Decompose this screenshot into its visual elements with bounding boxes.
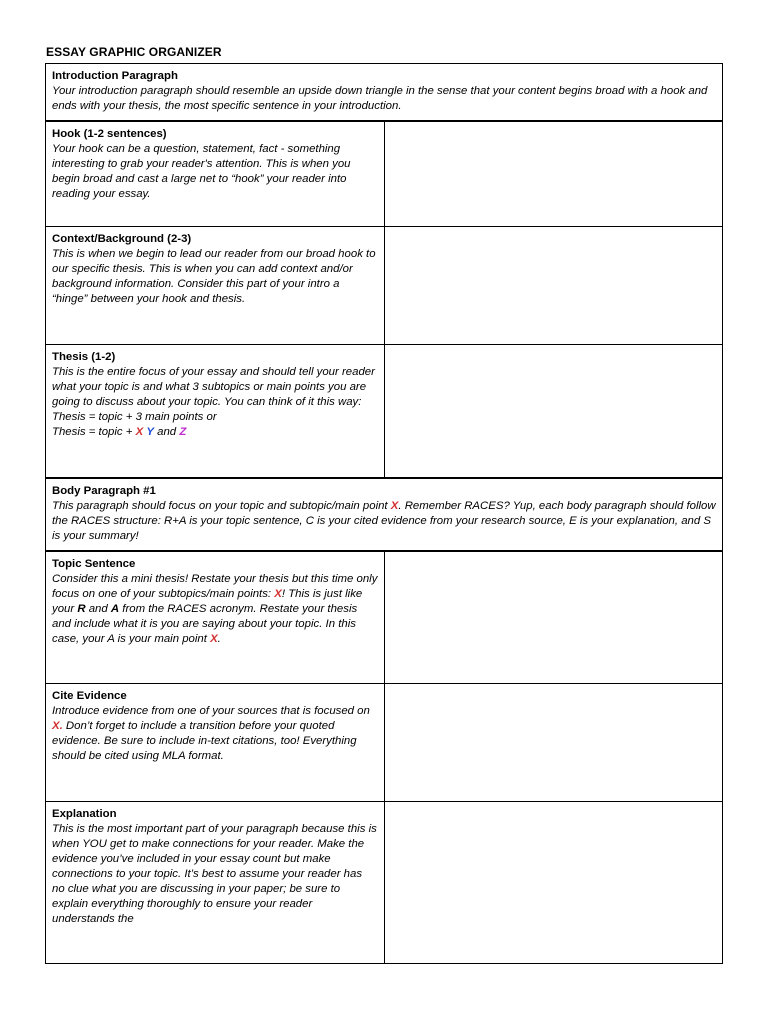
hook-answer-cell[interactable] bbox=[384, 121, 723, 226]
intro-heading: Introduction Paragraph bbox=[52, 70, 178, 82]
point-y-label: Y bbox=[146, 425, 154, 438]
topic-row bbox=[46, 551, 723, 683]
body1-cell bbox=[46, 478, 723, 551]
and-text: and bbox=[157, 425, 177, 438]
body1-heading: Body Paragraph #1 bbox=[52, 485, 156, 497]
topic-desc-part-5: . bbox=[217, 633, 221, 645]
topic-a-letter: A bbox=[110, 603, 120, 615]
thesis-formula-1: Thesis = topic + 3 main points or bbox=[52, 410, 217, 423]
cite-point-x: X. bbox=[52, 719, 63, 732]
context-answer-cell[interactable] bbox=[384, 226, 723, 344]
topic-prompt-cell bbox=[46, 551, 385, 683]
topic-answer-cell[interactable] bbox=[384, 551, 723, 683]
explanation-answer-cell[interactable] bbox=[384, 801, 723, 963]
topic-description bbox=[52, 572, 378, 647]
cite-desc-part-2: Don’t forget to include a transition before your quoted evidence. Be sure to include in-text citations, too! Everything should be cited using MLA format. bbox=[52, 719, 357, 762]
body1-desc-part-b: . Remember RACES? Yup, each body paragraph should follow the RACES structure: R+A is your topic sentence, C is your cited evidence from your research source, E is your explanation, and S is your summary! bbox=[52, 500, 716, 542]
context-prompt-cell bbox=[46, 226, 385, 344]
point-x-label: X bbox=[135, 425, 144, 438]
context-description: This is when we begin to lead our reader from our broad hook to our specific thesis. This is when you can add context and/or background information. Consider this part of your intro a “hinge” between your hook and thesis. bbox=[52, 247, 376, 305]
cite-prompt-cell bbox=[46, 683, 385, 801]
hook-row bbox=[46, 121, 723, 226]
intro-cell bbox=[46, 64, 723, 122]
cite-description bbox=[52, 704, 378, 764]
topic-r-letter: R bbox=[77, 603, 86, 615]
topic-desc-part-4: from the RACES acronym. Restate your thesis and include what it is you are saying about your topic. In this case, your A is your main point bbox=[52, 603, 358, 645]
organizer-table bbox=[45, 63, 723, 964]
context-row bbox=[46, 226, 723, 344]
thesis-formula-2 bbox=[52, 425, 378, 440]
thesis-row bbox=[46, 344, 723, 478]
cite-heading: Cite Evidence bbox=[52, 689, 127, 702]
body1-description bbox=[52, 499, 716, 544]
hook-prompt-cell bbox=[46, 121, 385, 226]
body1-desc-part-a: This paragraph should focus on your topic and subtopic/main point bbox=[52, 500, 391, 512]
document-title: ESSAY GRAPHIC ORGANIZER bbox=[46, 45, 222, 59]
explanation-description: This is the most important part of your paragraph because this is when YOU get to make connections for your reader. Make the evidence you’ve included in your essay count but make connections to your topic. It’s best to assume your reader has no clue what you are discussing in your paper; be sure to explain everything thoroughly to ensure your reader understands the bbox=[52, 822, 377, 925]
body1-row bbox=[46, 478, 723, 551]
hook-heading: Hook (1-2 sentences) bbox=[52, 128, 167, 140]
thesis-prompt-cell bbox=[46, 344, 385, 478]
cite-desc-part-1: Introduce evidence from one of your sources that is focused on bbox=[52, 704, 370, 717]
thesis-formula-prefix: Thesis = topic + bbox=[52, 425, 136, 438]
explanation-row bbox=[46, 801, 723, 963]
thesis-description: This is the entire focus of your essay and should tell your reader what your topic is and what 3 subtopics or main points you are going to discuss about your topic. You can think of it this way: bbox=[52, 365, 375, 408]
thesis-heading: Thesis (1-2) bbox=[52, 350, 116, 363]
cite-row bbox=[46, 683, 723, 801]
topic-heading: Topic Sentence bbox=[52, 558, 136, 570]
topic-desc-part-1: Consider this a mini thesis! Restate your thesis but this time only focus on one of your subtopics/main points: bbox=[52, 573, 378, 600]
explanation-heading: Explanation bbox=[52, 807, 117, 820]
context-heading: Context/Background (2-3) bbox=[52, 232, 192, 245]
body1-point-x: X bbox=[390, 500, 399, 512]
topic-desc-part-2: ! This is just like your bbox=[52, 588, 363, 615]
point-z-label: Z bbox=[179, 425, 187, 438]
topic-desc-part-3: and bbox=[85, 603, 111, 615]
explanation-prompt-cell bbox=[46, 801, 385, 963]
intro-description: Your introduction paragraph should resemble an upside down triangle in the sense that your content begins broad with a hook and ends with your thesis, the most specific sentence in your introduction. bbox=[52, 85, 708, 112]
intro-row bbox=[46, 64, 723, 122]
thesis-answer-cell[interactable] bbox=[384, 344, 723, 478]
hook-description: Your hook can be a question, statement, fact - something interesting to grab your reader's attention. This is when you begin broad and cast a large net to “hook” your reader into reading your essay. bbox=[52, 143, 351, 200]
cite-answer-cell[interactable] bbox=[384, 683, 723, 801]
topic-point-x-2: X bbox=[210, 633, 218, 645]
topic-point-x: X bbox=[274, 588, 282, 600]
